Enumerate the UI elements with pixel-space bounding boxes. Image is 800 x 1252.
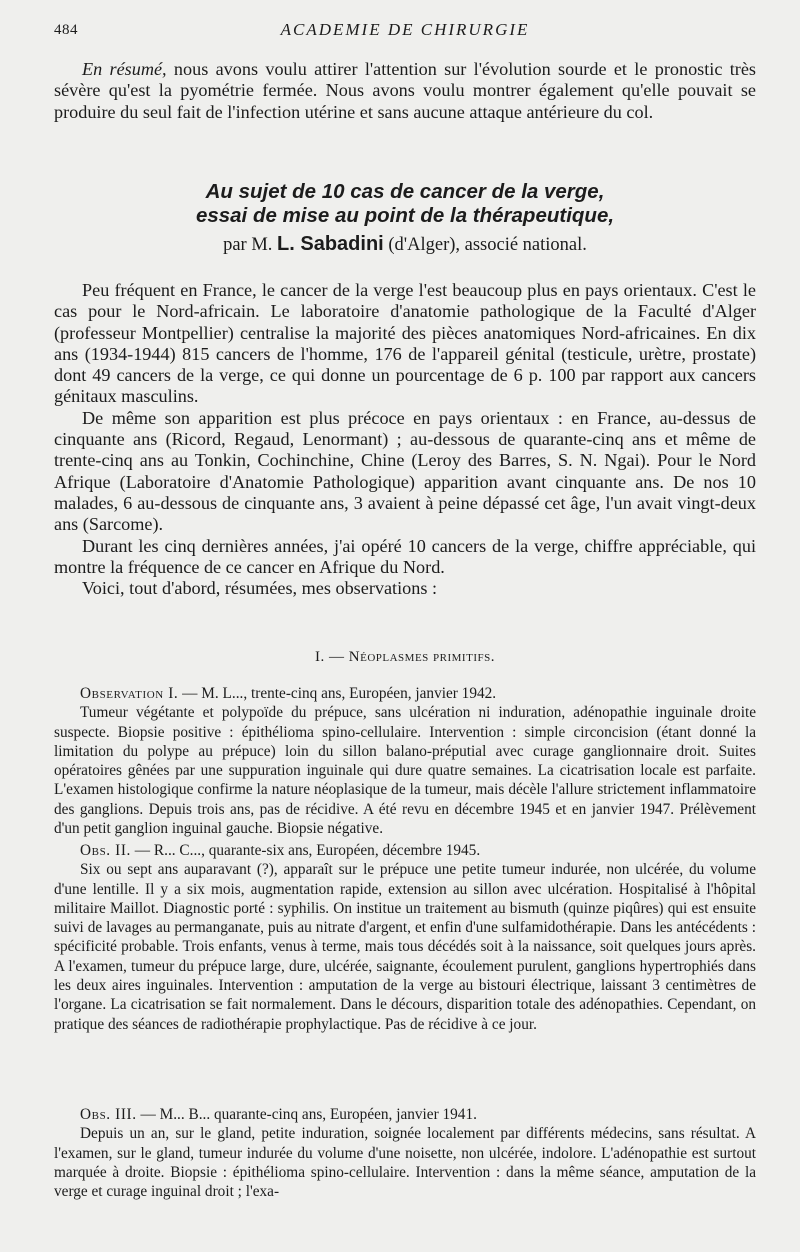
intro-paragraph-4: Voici, tout d'abord, résumées, mes observations : <box>82 578 438 599</box>
observation-text: Depuis un an, sur le gland, petite induration, soignée localement par différents médecins, sans résultat. A l'examen, sur le gland, tumeur indurée du volume d'une noisette, non ulcérée, indolore. L'adénopathie est surtout marquée à droite. Biopsie : épithélioma spino-cellulaire. Intervention : dans la même séance, amputation de la verge et curage inguinal droit ; l'exa- <box>54 1125 756 1201</box>
summary-text: nous avons voulu attirer l'attention sur l'évolution sourde et le pronostic très sévère qu'est la pyométrie fermée. Nous avons voulu montrer également qu'elle pouvait se produire du seul fait de l'infection utérine et sans aucune attaque antérieure du col. <box>54 59 756 122</box>
byline-suffix: (d'Alger), associé national. <box>383 235 587 255</box>
observation-3 <box>54 1105 756 1201</box>
author-name: L. Sabadini <box>277 233 384 255</box>
intro-paragraph-2: De même son apparition est plus précoce en pays orientaux : en France, au-dessus de cinquante ans (Ricord, Regaud, Lenormant) ; au-dessous de quarante-cinq ans et même de trente-cinq ans au Tonkin, Cochinchine, Chine (Leroy des Barres, S. N. Ngai). Pour le Nord Afrique (Laboratoire d'Anatomie Pathologique) apparition avant cinquante ans. De nos 10 malades, 6 au-dessous de cinquante ans, 3 avaient à peine dépassé cet âge, l'un avait vingt-deux ans (Sarcome). <box>54 407 756 535</box>
observation-heading: — M. L..., trente-cinq ans, Européen, janvier 1942. <box>178 685 497 702</box>
page-header <box>54 18 756 44</box>
summary-paragraph <box>54 59 756 123</box>
running-head: ACADEMIE DE CHIRURGIE <box>280 20 530 39</box>
intro-paragraph-3: Durant les cinq dernières années, j'ai opéré 10 cancers de la verge, chiffre appréciable, qui montre la fréquence de ce cancer en Afrique du Nord. <box>54 535 756 577</box>
article-title-line-1: Au sujet de 10 cas de cancer de la verge, <box>205 180 605 203</box>
summary-lead: En résumé, <box>82 59 167 79</box>
observation-1 <box>54 684 756 838</box>
intro-section <box>54 280 756 599</box>
intro-paragraph-1: Peu fréquent en France, le cancer de la verge l'est beaucoup plus en pays orientaux. C'est le cas pour le Nord-africain. Le laboratoire d'anatomie pathologique de la Faculté d'Alger (professeur Montpellier) centralise la majorité des pièces anatomiques Nord-africaines. En dix ans (1934-1944) 815 cancers de l'homme, 176 de l'appareil génital (testicule, urètre, prostate) dont 49 cancers de la verge, ce qui donne un pourcentage de 6 p. 100 par rapport aux cancers génitaux masculins. <box>54 280 756 407</box>
observation-text: Tumeur végétante et polypoïde du prépuce, sans ulcération ni induration, adénopathie inguinale droite suspecte. Biopsie positive : épithélioma spino-cellulaire. Intervention : simple circoncision (étant donné la limitation du polype au prépuce) loin du sillon balano-préputial avec curage ganglionnaire droit. Suites opératoires gênées par une suppuration inguinale qui dure quatre semaines. La cicatrisation locale est parfaite. L'examen histologique confirme la nature néoplasique de la tumeur, mais décèle l'allure strictement inflammatoire des ganglions. Depuis trois ans, pas de récidive. A été revu en décembre 1945 et en janvier 1947. Prélèvement d'un petit ganglion inguinal gauche. Biopsie négative. <box>54 704 756 838</box>
observation-label: Obs. III. <box>80 1106 137 1123</box>
section-heading-text: I. — Néoplasmes primitifs. <box>315 649 495 665</box>
observation-2 <box>54 841 756 1034</box>
observation-label: Observation I. <box>80 685 179 702</box>
observation-text: Six ou sept ans auparavant (?), apparaît sur le prépuce une petite tumeur indurée, non ulcérée, du volume d'une lentille. Il y a six mois, augmentation rapide, extension au sillon avec ulcération. Hospitalisé à l'hôpital militaire Maillot. Diagnostic porté : syphilis. On institue un traitement au bismuth (quinze piqûres) qui est ensuite suivi de lavages au permanganate, puis au nitrate d'argent, et enfin d'une sulfamidothérapie. Dans les antécédents : spécificité probable. Trois enfants, venus à terme, mais tous décédés soit à la naissance, soit quelques jours après. A l'examen, tumeur du prépuce large, dure, ulcérée, saignante, écoulement purulent, ganglions hypertrophiés dans les deux aires inguinales. Intervention : amputation de la verge au bistouri électrique, laissant 3 centimètres de l'organe. La cicatrisation se fait normalement. Dans le décours, disparition totale des adénopathies. Cependant, on pratique des séances de radiothérapie prophylactique. Pas de récidive à ce jour. <box>54 861 756 1033</box>
byline-prefix: par M. <box>223 235 278 255</box>
observation-label: Obs. II. <box>80 842 131 859</box>
article-title-line-2: essai de mise au point de la thérapeutique, <box>195 204 615 227</box>
article-title <box>54 180 756 228</box>
page-number: 484 <box>54 22 78 38</box>
observation-heading: — R... C..., quarante-six ans, Européen, décembre 1945. <box>130 842 481 859</box>
section-heading <box>54 649 756 666</box>
observation-heading: — M... B... quarante-cinq ans, Européen, janvier 1941. <box>136 1106 477 1123</box>
article-byline <box>54 233 756 256</box>
